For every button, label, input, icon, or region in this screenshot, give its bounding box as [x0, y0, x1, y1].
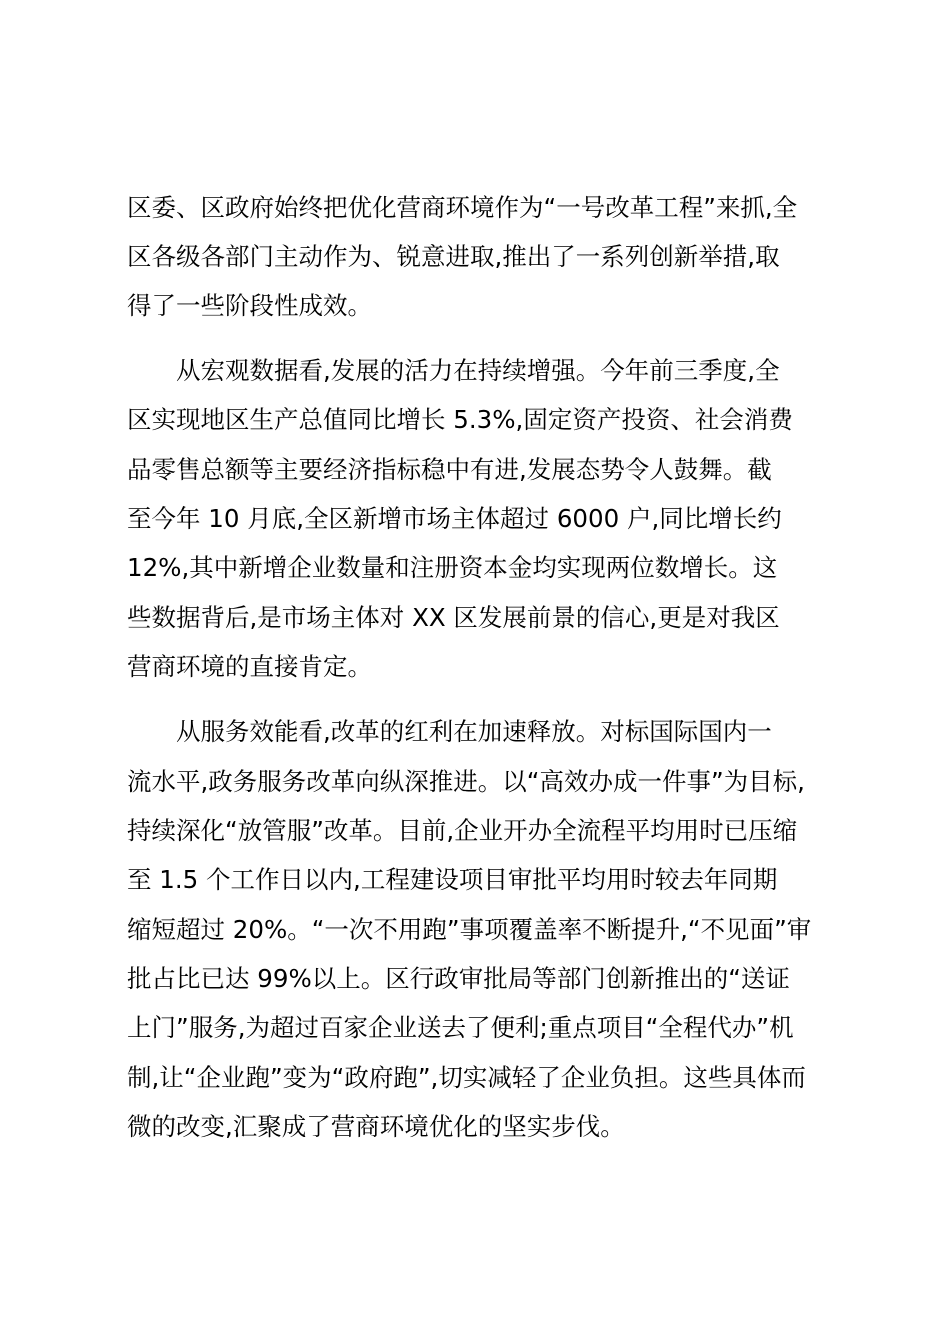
paragraph-3-line-6: 批占比已达 99%以上。区行政审批局等部门创新推出的“送证 — [127, 964, 790, 993]
paragraph-2-line-7: 营商环境的直接肯定。 — [127, 652, 372, 681]
paragraph-1-line-2: 区各级各部门主动作为、锐意进取,推出了一系列创新举措,取 — [127, 242, 780, 271]
paragraph-2-line-5: 12%,其中新增企业数量和注册资本金均实现两位数增长。这 — [127, 553, 778, 582]
paragraph-2-line-3: 品零售总额等主要经济指标稳中有进,发展态势令人鼓舞。截 — [127, 455, 772, 484]
paragraph-3-line-3: 持续深化“放管服”改革。目前,企业开办全流程平均用时已压缩 — [127, 816, 798, 845]
paragraph-3-line-9: 微的改变,汇聚成了营商环境优化的坚实步伐。 — [127, 1112, 625, 1141]
paragraph-3-line-1: 从服务效能看,改革的红利在加速释放。对标国际国内一 — [176, 717, 772, 746]
paragraph-3-line-2: 流水平,政务服务改革向纵深推进。以“高效办成一件事”为目标, — [127, 767, 805, 796]
paragraph-2-line-2: 区实现地区生产总值同比增长 5.3%,固定资产投资、社会消费 — [127, 405, 793, 434]
paragraph-2-line-1: 从宏观数据看,发展的活力在持续增强。今年前三季度,全 — [176, 356, 780, 385]
paragraph-3-line-7: 上门”服务,为超过百家企业送去了便利;重点项目“全程代办”机 — [127, 1013, 794, 1042]
paragraph-3-line-8: 制,让“企业跑”变为“政府跑”,切实减轻了企业负担。这些具体而 — [127, 1063, 806, 1092]
paragraph-3-line-5: 缩短超过 20%。“一次不用跑”事项覆盖率不断提升,“不见面”审 — [127, 915, 812, 944]
paragraph-1-line-1: 区委、区政府始终把优化营商环境作为“一号改革工程”来抓,全 — [127, 193, 798, 222]
paragraph-2-line-4: 至今年 10 月底,全区新增市场主体超过 6000 户,同比增长约 — [127, 504, 782, 533]
paragraph-2-line-6: 些数据背后,是市场主体对 XX 区发展前景的信心,更是对我区 — [127, 603, 780, 632]
paragraph-1-line-3: 得了一些阶段性成效。 — [127, 291, 372, 320]
paragraph-3-line-4: 至 1.5 个工作日以内,工程建设项目审批平均用时较去年同期 — [127, 865, 778, 894]
